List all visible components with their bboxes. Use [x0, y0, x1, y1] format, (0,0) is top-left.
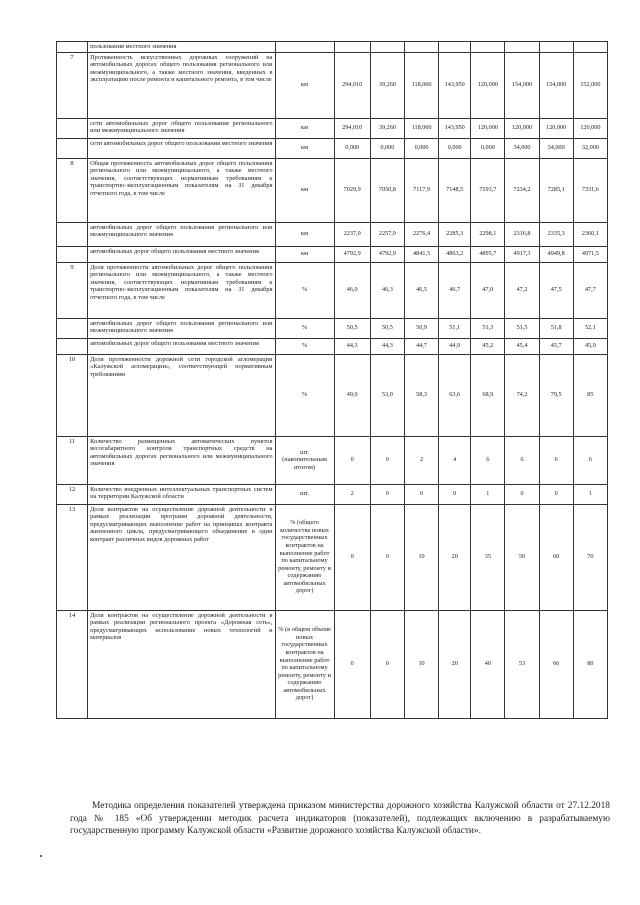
indicator-name-cell: Количество размещенных автоматических пунктов весогабаритного контроля транспортных средств на автомобильных дорогах регионального или межмуниципального значения [88, 436, 275, 484]
value-cell: 45,9 [573, 338, 607, 354]
value-cell: 52,1 [573, 318, 607, 338]
row-number-cell: 7 [57, 52, 88, 118]
indicator-name-cell: Протяженность искусственных дорожных сооружений на автомобильных дорогах общего пользования регионального или межмуниципального, а также местного значения, введенных в эксплуатацию после ремонта и капитального ремонта, в том числе [88, 52, 275, 118]
value-cell: 20 [439, 610, 471, 718]
value-cell: 47,0 [471, 262, 505, 318]
row-number-cell [57, 138, 88, 158]
value-cell: 118,060 [404, 118, 438, 138]
scan-mark [40, 855, 42, 857]
value-cell: 120,000 [471, 52, 505, 118]
table-row [57, 42, 608, 53]
value-cell: 2 [404, 436, 438, 484]
row-number-cell: 10 [57, 354, 88, 436]
indicator-name-cell: Доля протяженности дорожной сети городской агломерации «Калужской агломерации», соответствующей нормативным требованиям [88, 354, 275, 436]
value-cell: 51,1 [439, 318, 471, 338]
methodology-note: Методика определения показателей утверждена приказом министерства дорожного хозяйства Калужской области от 27.12.2018 года № 185 «Об утверждении методик расчета индикаторов (показателей), подлежащих включению в разрабатываемую государственную программу Калужской области «Развитие дорожного хозяйства Калужской области». [70, 801, 610, 837]
value-cell: 6 [573, 436, 607, 484]
row-number-cell [57, 118, 88, 138]
table-row [57, 338, 608, 354]
value-cell: 0,000 [370, 138, 404, 158]
value-cell: 120,000 [539, 118, 573, 138]
table-row [57, 246, 608, 262]
value-cell: 46,0 [334, 262, 370, 318]
value-cell: 0 [370, 484, 404, 504]
value-cell: 152,000 [573, 52, 607, 118]
value-cell: 32,000 [573, 138, 607, 158]
value-cell: 39,260 [370, 118, 404, 138]
unit-cell: км [275, 222, 334, 246]
indicator-name-cell: Доля контрактов на осуществление дорожной деятельности в рамках реализации программ дорожной деятельности, предусматривающих выполнение работ на принципах контракта жизненного цикла, предусматривающего объединение в один контракт различных видов дорожных работ [88, 504, 275, 610]
value-cell: 2237,0 [334, 222, 370, 246]
indicator-name-cell: автомобильных дорог общего пользования местного значения [88, 246, 275, 262]
value-cell: 154,000 [539, 52, 573, 118]
row-number-cell: 13 [57, 504, 88, 610]
value-cell: 1 [573, 484, 607, 504]
value-cell: 10 [404, 610, 438, 718]
value-cell: 51,3 [471, 318, 505, 338]
value-cell: 4917,3 [505, 246, 539, 262]
value-cell: 80 [573, 610, 607, 718]
value-cell: 0,000 [439, 138, 471, 158]
value-cell: 0 [370, 610, 404, 718]
table-row [57, 262, 608, 318]
value-cell: 79,5 [539, 354, 573, 436]
value-cell: 143,950 [439, 118, 471, 138]
unit-cell: км [275, 118, 334, 138]
value-cell: 50,5 [334, 318, 370, 338]
table-row [57, 158, 608, 222]
value-cell: 0 [334, 436, 370, 484]
value-cell: 0 [370, 504, 404, 610]
table-row [57, 354, 608, 436]
value-cell [370, 42, 404, 53]
table-row [57, 436, 608, 484]
value-cell: 120,000 [505, 118, 539, 138]
value-cell: 7050,8 [370, 158, 404, 222]
indicator-name-cell: Доля контрактов на осуществление дорожной деятельности в рамках реализации регионального проекта «Дорожная сеть», предусматривающих использование новых технологий и материалов [88, 610, 275, 718]
table-body [57, 42, 608, 719]
row-number-cell: 8 [57, 158, 88, 222]
value-cell: 44,9 [439, 338, 471, 354]
unit-cell: % [275, 262, 334, 318]
value-cell [471, 42, 505, 53]
value-cell: 2257,9 [370, 222, 404, 246]
value-cell: 44,3 [334, 338, 370, 354]
value-cell: 7331,6 [573, 158, 607, 222]
value-cell: 4971,5 [573, 246, 607, 262]
unit-cell: % [275, 354, 334, 436]
unit-cell: % [275, 338, 334, 354]
value-cell [539, 42, 573, 53]
unit-cell: % (общего количества новых государственных контрактов на выполнение работ по капитальному ремонту, ремонту и содержанию автомобильных дорог) [275, 504, 334, 610]
value-cell: 50,5 [370, 318, 404, 338]
value-cell: 6 [505, 436, 539, 484]
row-number-cell [57, 42, 88, 53]
value-cell: 47,7 [573, 262, 607, 318]
unit-cell: % [275, 318, 334, 338]
value-cell: 7117,9 [404, 158, 438, 222]
value-cell: 7193,7 [471, 158, 505, 222]
row-number-cell [57, 338, 88, 354]
value-cell: 34,000 [505, 138, 539, 158]
indicator-name-cell: Доля протяженности автомобильных дорог общего пользования регионального или межмуниципального, а также местного значения, соответствующих нормативным требованиям к транспортно-эксплуатационным показателям на 31 декабря отчетного года, в том числе [88, 262, 275, 318]
table-row [57, 484, 608, 504]
value-cell: 2 [334, 484, 370, 504]
value-cell: 0 [539, 484, 573, 504]
unit-cell: шт. [275, 484, 334, 504]
row-number-cell [57, 222, 88, 246]
value-cell: 34,000 [539, 138, 573, 158]
value-cell: 2285,3 [439, 222, 471, 246]
value-cell: 2298,1 [471, 222, 505, 246]
table-row [57, 118, 608, 138]
value-cell: 58,3 [404, 354, 438, 436]
unit-cell [275, 42, 334, 53]
value-cell: 46,3 [370, 262, 404, 318]
value-cell: 63,6 [439, 354, 471, 436]
table-row [57, 52, 608, 118]
value-cell: 50 [505, 504, 539, 610]
value-cell: 6 [539, 436, 573, 484]
value-cell: 66 [539, 610, 573, 718]
unit-cell: % (в общем объеме новых государственных контрактов на выполнение работ по капитальному ремонту, ремонту и содержанию автомобильных дорог) [275, 610, 334, 718]
value-cell: 7285,1 [539, 158, 573, 222]
value-cell: 85 [573, 354, 607, 436]
value-cell: 51,5 [505, 318, 539, 338]
row-number-cell [57, 318, 88, 338]
indicator-name-cell: сети автомобильных дорог общего пользования местного значения [88, 138, 275, 158]
value-cell: 44,3 [370, 338, 404, 354]
indicator-name-cell: сети автомобильных дорог общего пользования регионального или межмуниципального значения [88, 118, 275, 138]
value-cell [334, 42, 370, 53]
value-cell: 0 [334, 504, 370, 610]
value-cell: 294,010 [334, 118, 370, 138]
value-cell: 0,000 [404, 138, 438, 158]
table-row [57, 222, 608, 246]
value-cell: 0 [505, 484, 539, 504]
value-cell: 51,8 [539, 318, 573, 338]
value-cell: 4792,9 [370, 246, 404, 262]
value-cell: 0 [439, 484, 471, 504]
value-cell [573, 42, 607, 53]
value-cell: 4841,5 [404, 246, 438, 262]
value-cell: 60 [539, 504, 573, 610]
value-cell: 46,7 [439, 262, 471, 318]
value-cell: 120,000 [573, 118, 607, 138]
value-cell: 4949,8 [539, 246, 573, 262]
value-cell: 46,5 [404, 262, 438, 318]
value-cell: 2276,4 [404, 222, 438, 246]
value-cell: 0,000 [471, 138, 505, 158]
table-row [57, 318, 608, 338]
value-cell: 6 [471, 436, 505, 484]
value-cell [505, 42, 539, 53]
value-cell: 74,2 [505, 354, 539, 436]
row-number-cell: 11 [57, 436, 88, 484]
value-cell: 7234,2 [505, 158, 539, 222]
value-cell: 0,000 [334, 138, 370, 158]
value-cell: 4 [439, 436, 471, 484]
row-number-cell: 9 [57, 262, 88, 318]
value-cell: 53,0 [370, 354, 404, 436]
table-row [57, 138, 608, 158]
value-cell: 143,950 [439, 52, 471, 118]
unit-cell: км [275, 246, 334, 262]
table-row [57, 504, 608, 610]
value-cell: 7148,5 [439, 158, 471, 222]
value-cell: 47,2 [505, 262, 539, 318]
value-cell: 2360,1 [573, 222, 607, 246]
row-number-cell: 14 [57, 610, 88, 718]
table-row [57, 610, 608, 718]
indicator-name-cell: пользования местного значения [88, 42, 275, 53]
value-cell: 44,7 [404, 338, 438, 354]
value-cell [404, 42, 438, 53]
value-cell: 70 [573, 504, 607, 610]
value-cell: 45,4 [505, 338, 539, 354]
value-cell: 45,2 [471, 338, 505, 354]
indicator-name-cell: автомобильных дорог общего пользования местного значения [88, 338, 275, 354]
indicator-name-cell: автомобильных дорог общего пользования регионального или межмуниципального значения [88, 318, 275, 338]
value-cell: 1 [471, 484, 505, 504]
unit-cell: км [275, 138, 334, 158]
value-cell: 53 [505, 610, 539, 718]
value-cell: 120,000 [471, 118, 505, 138]
value-cell: 118,060 [404, 52, 438, 118]
value-cell: 50,9 [404, 318, 438, 338]
indicator-name-cell: Количество внедренных интеллектуальных транспортных систем на территории Калужской области [88, 484, 275, 504]
value-cell: 4863,2 [439, 246, 471, 262]
value-cell [439, 42, 471, 53]
value-cell: 45,7 [539, 338, 573, 354]
value-cell: 4792,9 [334, 246, 370, 262]
value-cell: 49,0 [334, 354, 370, 436]
indicator-name-cell: Общая протяженность автомобильных дорог общего пользования регионального или межмуниципального, а также местного значения, соответствующих нормативным требованиям к транспортно-эксплуатационным показателям на 31 декабря отчетного года, в том числе [88, 158, 275, 222]
value-cell: 294,010 [334, 52, 370, 118]
unit-cell: км [275, 52, 334, 118]
unit-cell: шт. (накопительным итогом) [275, 436, 334, 484]
value-cell: 7029,9 [334, 158, 370, 222]
indicators-table [56, 41, 608, 719]
value-cell: 20 [439, 504, 471, 610]
value-cell: 154,000 [505, 52, 539, 118]
value-cell: 0 [404, 484, 438, 504]
value-cell: 0 [334, 610, 370, 718]
unit-cell: км [275, 158, 334, 222]
value-cell: 2335,3 [539, 222, 573, 246]
value-cell: 68,9 [471, 354, 505, 436]
value-cell: 35 [471, 504, 505, 610]
row-number-cell: 12 [57, 484, 88, 504]
value-cell: 0 [370, 436, 404, 484]
indicator-name-cell: автомобильных дорог общего пользования регионального или межмуниципального значения [88, 222, 275, 246]
row-number-cell [57, 246, 88, 262]
value-cell: 40 [471, 610, 505, 718]
value-cell: 47,5 [539, 262, 573, 318]
value-cell: 39,260 [370, 52, 404, 118]
value-cell: 4895,7 [471, 246, 505, 262]
value-cell: 2316,8 [505, 222, 539, 246]
value-cell: 10 [404, 504, 438, 610]
